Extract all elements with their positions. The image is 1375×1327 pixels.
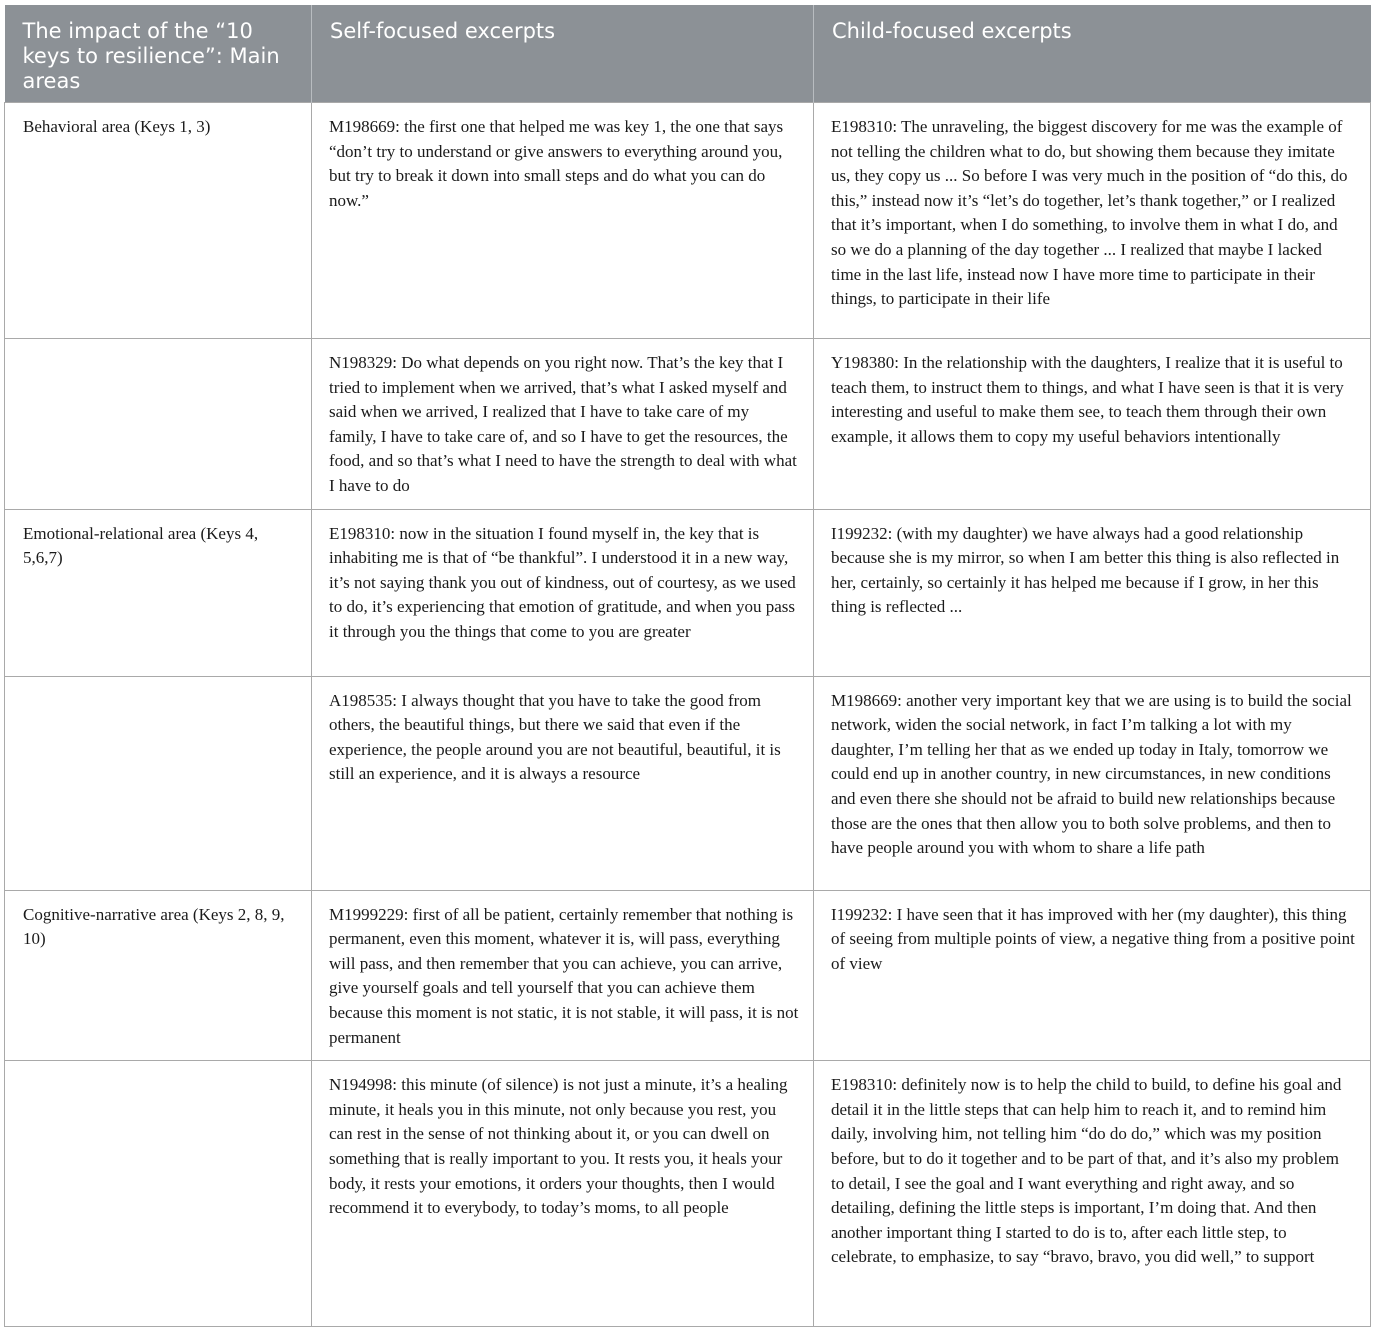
self-excerpt-cell: N194998: this minute (of silence) is not just a minute, it’s a healing minute, it heals you in this minute, not only because you rest, you can rest in the sense of not thinking about it, or you can dwell on something that is really important to you. It rests you, it heals your body, it rests your emotions, it orders your thoughts, then I would recommend it to everybody, to today’s moms, to all people [312, 1061, 814, 1327]
area-cell: Cognitive-narrative area (Keys 2, 8, 9, 10) [5, 890, 312, 1061]
self-excerpt-cell: A198535: I always thought that you have to take the good from others, the beautiful things, but there we said that even if the experience, the people around you are not beautiful, beautiful, it is still an experience, and it is always a resource [312, 676, 814, 890]
area-cell [5, 676, 312, 890]
child-excerpt-cell: M198669: another very important key that we are using is to build the social network, widen the social network, in fact I’m talking a lot with my daughter, I’m telling her that as we ended up today in Italy, tomorrow we could end up in another country, in new circumstances, in new conditions and even there she should not be afraid to build new relationships because those are the ones that then allow you to both solve problems, and then to have people around you with whom to share a life path [814, 676, 1371, 890]
child-excerpt-cell: I199232: I have seen that it has improved with her (my daughter), this thing of seeing from multiple points of view, a negative thing from a positive point of view [814, 890, 1371, 1061]
table-row [5, 509, 1371, 676]
header-self-focused: Self-focused excerpts [312, 5, 814, 103]
excerpts-table [4, 5, 1371, 1327]
child-excerpt-cell: E198310: definitely now is to help the child to build, to define his goal and detail it in the little steps that can help him to reach it, and to remind him daily, involving him, not telling him “do do do,” which was my position before, but to do it together and to be part of that, and it’s also my problem to detail, I see the goal and I want everything and right away, and so detailing, defining the little steps is important, I’m doing that. And then another important thing I started to do is to, after each little step, to celebrate, to emphasize, to say “bravo, bravo, you did well,” to support [814, 1061, 1371, 1327]
header-child-focused: Child-focused excerpts [814, 5, 1371, 103]
self-excerpt-cell: M1999229: first of all be patient, certainly remember that nothing is permanent, even this moment, whatever it is, will pass, everything will pass, and then remember that you can achieve, you can arrive, give yourself goals and tell yourself that you can achieve them because this moment is not static, it is not stable, it will pass, it is not permanent [312, 890, 814, 1061]
child-excerpt-cell: I199232: (with my daughter) we have always had a good relationship because she is my mirror, so when I am better this thing is also reflected in her, certainly, so certainly it has helped me because if I grow, in her this thing is reflected ... [814, 509, 1371, 676]
area-cell: Emotional-relational area (Keys 4, 5,6,7) [5, 509, 312, 676]
area-cell [5, 1061, 312, 1327]
child-excerpt-cell: E198310: The unraveling, the biggest discovery for me was the example of not telling the children what to do, but showing them because they imitate us, they copy us ... So before I was very much in the position of “do this, do this,” instead now it’s “let’s do together, let’s thank together,” or I realized that it’s important, when I do something, to involve them in what I do, and so we do a planning of the day together ... I realized that maybe I lacked time in the last life, instead now I have more time to participate in their things, to participate in their life [814, 103, 1371, 339]
table-row [5, 1061, 1371, 1327]
table-row [5, 103, 1371, 339]
area-cell: Behavioral area (Keys 1, 3) [5, 103, 312, 339]
header-row [5, 5, 1371, 103]
table-row [5, 676, 1371, 890]
table-row [5, 339, 1371, 510]
self-excerpt-cell: E198310: now in the situation I found myself in, the key that is inhabiting me is that of “be thankful”. I understood it in a new way, it’s not saying thank you out of kindness, out of courtesy, as we used to do, it’s experiencing that emotion of gratitude, and when you pass it through you the things that come to you are greater [312, 509, 814, 676]
table-row [5, 890, 1371, 1061]
header-main-areas: The impact of the “10 keys to resilience”: Main areas [5, 5, 312, 103]
child-excerpt-cell: Y198380: In the relationship with the daughters, I realize that it is useful to teach them, to instruct them to things, and what I have seen is that it is very interesting and useful to make them see, to teach them through their own example, it allows them to copy my useful behaviors intentionally [814, 339, 1371, 510]
self-excerpt-cell: M198669: the first one that helped me was key 1, the one that says “don’t try to understand or give answers to everything around you, but try to break it down into small steps and do what you can do now.” [312, 103, 814, 339]
self-excerpt-cell: N198329: Do what depends on you right now. That’s the key that I tried to implement when we arrived, that’s what I asked myself and said when we arrived, I realized that I have to take care of my family, I have to take care of, and so I have to get the resources, the food, and so that’s what I need to have the strength to deal with what I have to do [312, 339, 814, 510]
area-cell [5, 339, 312, 510]
